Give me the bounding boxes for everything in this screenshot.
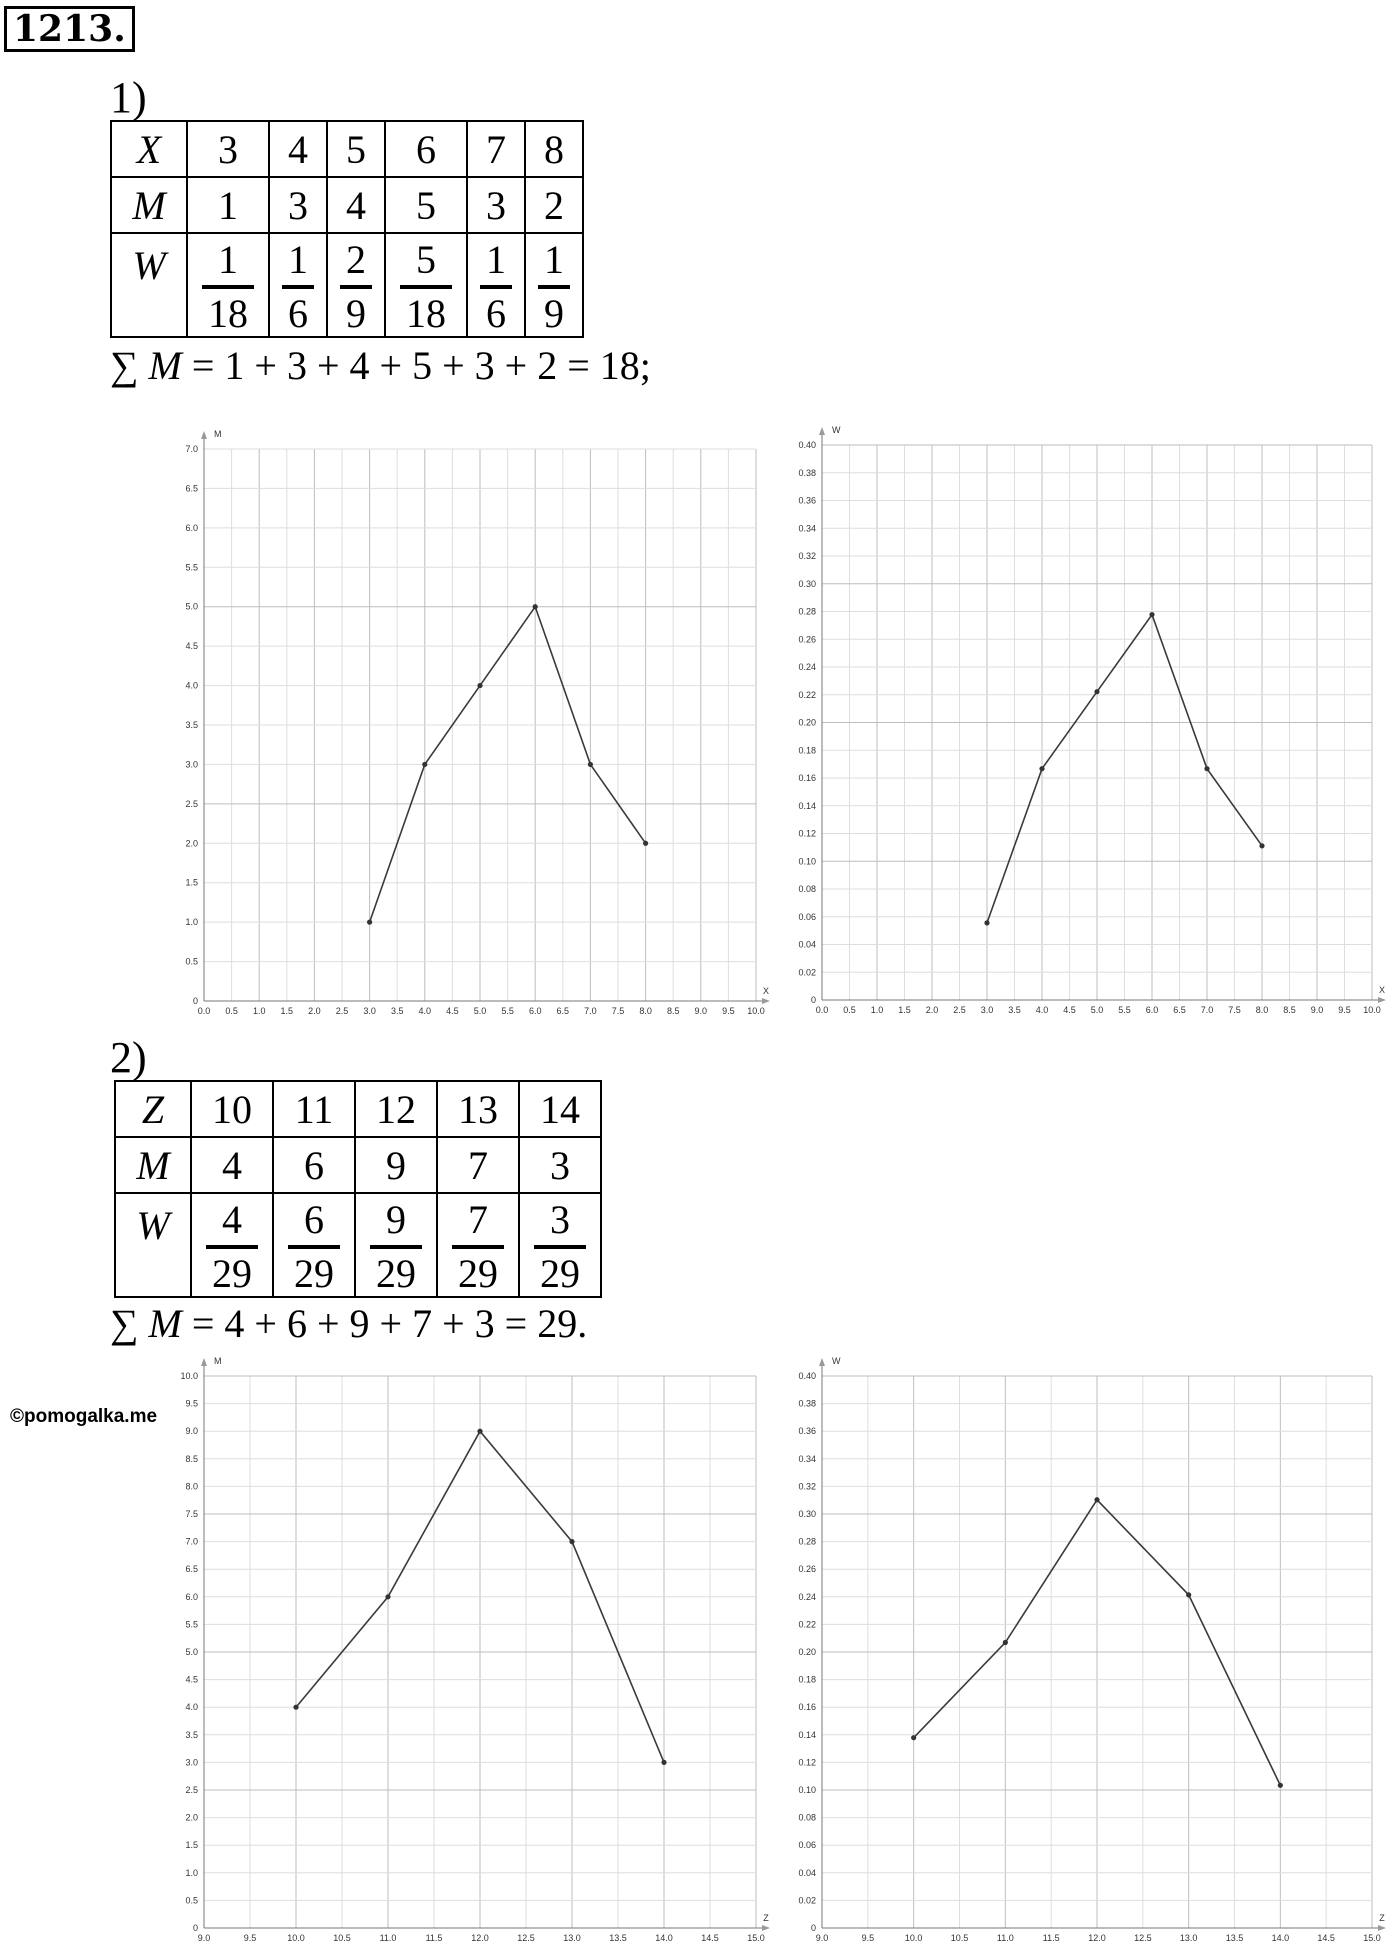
data-point: [1204, 766, 1209, 771]
y-tick-label: 0.10: [798, 856, 816, 867]
part1-frequency-table: [110, 120, 584, 338]
y-tick-label: 0.06: [798, 1840, 816, 1851]
table-row-z: [115, 1081, 601, 1137]
w-fraction: [525, 233, 583, 337]
x-tick-label: 10.0: [287, 1933, 305, 1943]
x-tick-label: 6.0: [1145, 1005, 1159, 1015]
m-value: 1: [187, 177, 269, 233]
data-point: [533, 604, 538, 609]
x-axis-label: X: [762, 986, 770, 996]
y-tick-label: 0.12: [798, 828, 816, 839]
x-tick-label: 11.5: [425, 1933, 443, 1943]
z-value: 13: [437, 1081, 519, 1137]
y-tick-label: 0: [810, 995, 816, 1005]
y-tick-label: 0.18: [798, 745, 816, 756]
data-point: [385, 1594, 390, 1599]
x-tick-label: 7.0: [584, 1006, 597, 1016]
z-value: 10: [191, 1081, 273, 1137]
y-tick-label: 8.5: [185, 1453, 198, 1464]
x-tick-label: 5.5: [501, 1006, 514, 1016]
x-tick-label: 9.5: [1338, 1005, 1351, 1015]
y-tick-label: 10.0: [180, 1371, 198, 1381]
y-tick-label: 7.0: [185, 444, 198, 454]
x-axis-arrow: [762, 1925, 770, 1931]
header-m: M: [111, 177, 187, 233]
x-tick-label: 2.0: [308, 1006, 321, 1016]
m-value: 3: [269, 177, 327, 233]
chart-part2-w: [785, 1350, 1400, 1948]
y-tick-label: 8.0: [185, 1481, 198, 1492]
w-denominator: 9: [346, 290, 366, 336]
w-fraction: [273, 1193, 355, 1297]
y-axis-label: M: [214, 1356, 222, 1366]
x-tick-label: 9.5: [243, 1933, 257, 1943]
w-numerator: 1: [486, 236, 506, 282]
w-numerator: 9: [386, 1196, 406, 1242]
y-tick-label: 0.32: [798, 1481, 816, 1492]
x-tick-label: 9.5: [722, 1006, 735, 1016]
y-tick-label: 9.5: [185, 1398, 198, 1409]
table-row-x: [111, 121, 583, 177]
w-denominator: 6: [486, 290, 506, 336]
m-value: 2: [525, 177, 583, 233]
x-tick-label: 6.5: [556, 1006, 570, 1016]
y-tick-label: 0.24: [798, 1591, 816, 1602]
table-row-m: [115, 1137, 601, 1193]
w-denominator: 6: [288, 290, 308, 336]
x-axis-arrow: [1378, 1925, 1386, 1931]
x-tick-label: 7.0: [1200, 1005, 1214, 1015]
x-tick-label: 10.5: [950, 1933, 969, 1943]
x-tick-label: 5.0: [473, 1006, 487, 1016]
x-tick-label: 9.5: [861, 1933, 875, 1943]
y-tick-label: 3.0: [185, 1757, 198, 1768]
y-tick-label: 1.0: [185, 917, 198, 928]
x-tick-label: 14.5: [1317, 1933, 1335, 1943]
y-tick-label: 0.04: [798, 1867, 816, 1878]
x-tick-label: 3.5: [1008, 1005, 1021, 1015]
y-tick-label: 0.08: [798, 1812, 816, 1823]
y-tick-label: 6.0: [185, 1591, 198, 1602]
y-tick-label: 0.12: [798, 1757, 816, 1768]
x-tick-label: 10.0: [904, 1933, 923, 1943]
x-tick-label: 0.5: [843, 1005, 856, 1015]
x-tick-label: 2.5: [335, 1006, 349, 1016]
y-tick-label: 0.02: [798, 967, 816, 978]
x-tick-label: 3.0: [363, 1006, 376, 1016]
x-tick-label: 1.0: [252, 1006, 266, 1016]
header-w: W: [111, 233, 187, 337]
x-value: 4: [269, 121, 327, 177]
data-point: [367, 920, 372, 925]
chart-part2-m: [170, 1350, 780, 1948]
w-denominator: 9: [544, 290, 564, 336]
y-tick-label: 0.5: [185, 956, 198, 967]
y-axis-arrow: [819, 427, 825, 435]
y-tick-label: 0.24: [798, 662, 816, 672]
m-value: 3: [519, 1137, 601, 1193]
y-tick-label: 0.20: [798, 717, 816, 728]
w-fraction: [269, 233, 327, 337]
x-tick-label: 5.5: [1118, 1005, 1131, 1015]
y-tick-label: 9.0: [185, 1426, 198, 1437]
part2-frequency-table: [114, 1080, 602, 1298]
y-tick-label: 0.16: [798, 1702, 816, 1713]
x-tick-label: 6.5: [1173, 1005, 1186, 1015]
x-tick-label: 1.5: [280, 1006, 294, 1016]
y-tick-label: 0.30: [798, 1509, 816, 1519]
y-tick-label: 3.5: [185, 1729, 198, 1740]
x-tick-label: 15.0: [1363, 1933, 1381, 1943]
y-tick-label: 6.0: [185, 522, 198, 533]
w-numerator: 1: [218, 236, 238, 282]
x-axis-label: X: [1378, 985, 1386, 995]
y-tick-label: 0.26: [798, 634, 816, 645]
header-w: W: [115, 1193, 191, 1297]
z-value: 14: [519, 1081, 601, 1137]
table-row-w: [111, 233, 583, 337]
data-point: [477, 683, 482, 688]
w-numerator: 7: [468, 1196, 488, 1242]
x-tick-label: 12.5: [1134, 1933, 1152, 1943]
w-denominator: 29: [294, 1250, 334, 1296]
w-fraction: [327, 233, 385, 337]
problem-number: 1213.: [4, 6, 135, 52]
x-tick-label: 7.5: [611, 1006, 625, 1016]
x-tick-label: 11.0: [996, 1933, 1014, 1943]
x-tick-label: 11.0: [379, 1933, 397, 1943]
y-tick-label: 0.02: [798, 1895, 816, 1906]
w-numerator: 2: [346, 236, 366, 282]
header-x: X: [111, 121, 187, 177]
x-value: 6: [385, 121, 467, 177]
y-tick-label: 0.22: [798, 689, 816, 700]
table-row-m: [111, 177, 583, 233]
data-point: [422, 762, 427, 767]
data-point: [1259, 843, 1264, 848]
header-z: Z: [115, 1081, 191, 1137]
y-tick-label: 3.5: [185, 720, 198, 730]
part1-sum: [110, 344, 651, 388]
part1-label: 1): [110, 73, 147, 122]
x-tick-label: 13.5: [609, 1933, 627, 1943]
y-tick-label: 0.36: [798, 495, 816, 506]
x-tick-label: 0.5: [225, 1006, 238, 1016]
y-tick-label: 5.0: [185, 1647, 198, 1657]
m-value: 5: [385, 177, 467, 233]
w-numerator: 1: [288, 236, 308, 282]
y-tick-label: 0.14: [798, 800, 816, 811]
x-tick-label: 13.5: [1225, 1933, 1244, 1943]
y-tick-label: 7.0: [185, 1536, 198, 1547]
y-tick-label: 0: [192, 996, 198, 1006]
w-denominator: 29: [212, 1250, 252, 1296]
y-tick-label: 1.5: [185, 1840, 198, 1851]
data-point: [643, 841, 648, 846]
w-denominator: 29: [376, 1250, 416, 1296]
chart-part1-m: [170, 425, 780, 1025]
x-value: 7: [467, 121, 525, 177]
y-tick-label: 1.0: [185, 1867, 198, 1878]
data-point: [477, 1429, 482, 1434]
y-tick-label: 5.0: [185, 601, 198, 612]
x-tick-label: 11.5: [1042, 1933, 1060, 1943]
x-tick-label: 7.5: [1228, 1005, 1241, 1015]
data-point: [661, 1760, 666, 1765]
x-tick-label: 12.0: [1088, 1933, 1106, 1943]
x-tick-label: 9.0: [694, 1006, 708, 1016]
sum-variable: M: [148, 1301, 182, 1346]
y-tick-label: 0.10: [798, 1785, 816, 1795]
x-tick-label: 8.5: [666, 1006, 680, 1016]
y-tick-label: 6.5: [185, 1564, 198, 1575]
y-tick-label: 0.20: [798, 1647, 816, 1657]
y-axis-label: M: [214, 429, 222, 439]
w-fraction: [385, 233, 467, 337]
y-tick-label: 0.38: [798, 467, 816, 478]
data-point: [1094, 1497, 1099, 1502]
part2-label: 2): [110, 1033, 147, 1082]
data-point: [293, 1705, 298, 1710]
y-axis-arrow: [201, 1358, 207, 1366]
x-tick-label: 4.0: [1035, 1005, 1049, 1015]
y-tick-label: 0.34: [798, 1453, 816, 1464]
x-axis-arrow: [1378, 997, 1386, 1003]
x-tick-label: 2.5: [953, 1005, 966, 1015]
y-tick-label: 2.5: [185, 798, 198, 809]
x-tick-label: 14.0: [1271, 1933, 1290, 1943]
watermark: ©pomogalka.me: [10, 1406, 158, 1427]
w-fraction: [437, 1193, 519, 1297]
y-tick-label: 2.0: [185, 838, 198, 849]
data-point: [984, 920, 989, 925]
header-m: M: [115, 1137, 191, 1193]
y-tick-label: 0.34: [798, 523, 816, 534]
y-tick-label: 0.08: [798, 884, 816, 894]
w-fraction: [519, 1193, 601, 1297]
x-axis-label: Z: [1379, 1913, 1385, 1923]
y-tick-label: 4.5: [185, 1674, 198, 1685]
y-tick-label: 0.06: [798, 911, 816, 922]
y-axis-arrow: [201, 431, 207, 439]
y-tick-label: 0.04: [798, 939, 816, 950]
w-fraction: [355, 1193, 437, 1297]
m-value: 7: [437, 1137, 519, 1193]
sum-expression: = 1 + 3 + 4 + 5 + 3 + 2 = 18;: [181, 343, 651, 388]
x-tick-label: 5.0: [1090, 1005, 1104, 1015]
data-point: [1039, 766, 1044, 771]
y-tick-label: 0.5: [185, 1895, 198, 1906]
x-tick-label: 0.0: [197, 1006, 211, 1016]
w-numerator: 4: [222, 1196, 242, 1242]
m-value: 9: [355, 1137, 437, 1193]
y-tick-label: 5.5: [185, 562, 198, 573]
y-tick-label: 4.0: [185, 680, 198, 691]
x-tick-label: 8.0: [1255, 1005, 1269, 1015]
chart-part1-w: [785, 425, 1400, 1025]
x-tick-label: 4.5: [1063, 1005, 1076, 1015]
x-tick-label: 4.0: [418, 1006, 432, 1016]
x-tick-label: 8.0: [639, 1006, 652, 1016]
y-tick-label: 0.32: [798, 551, 816, 561]
sum-expression: = 4 + 6 + 9 + 7 + 3 = 29.: [181, 1301, 588, 1346]
x-value: 8: [525, 121, 583, 177]
w-numerator: 6: [304, 1196, 324, 1242]
w-denominator: 29: [458, 1250, 498, 1296]
x-tick-label: 12.0: [471, 1933, 489, 1943]
x-value: 3: [187, 121, 269, 177]
x-tick-label: 9.0: [197, 1933, 211, 1943]
x-tick-label: 12.5: [517, 1933, 535, 1943]
y-tick-label: 0: [810, 1923, 816, 1933]
y-tick-label: 0.30: [798, 578, 816, 589]
x-tick-label: 8.5: [1283, 1005, 1296, 1015]
y-tick-label: 1.5: [185, 877, 198, 888]
data-point: [1186, 1592, 1191, 1597]
y-tick-label: 0.40: [798, 1371, 816, 1381]
data-point: [588, 762, 593, 767]
y-axis-arrow: [819, 1358, 825, 1366]
x-tick-label: 10.5: [333, 1933, 351, 1943]
sum-symbol: ∑: [110, 343, 139, 388]
y-tick-label: 0.40: [798, 440, 816, 450]
sum-symbol: ∑: [110, 1301, 139, 1346]
part2-sum: [110, 1302, 587, 1346]
x-tick-label: 10.0: [1363, 1005, 1381, 1015]
y-axis-label: W: [832, 425, 841, 435]
y-tick-label: 0.14: [798, 1729, 816, 1740]
y-tick-label: 0.26: [798, 1564, 816, 1575]
x-tick-label: 14.0: [655, 1933, 673, 1943]
w-numerator: 1: [544, 236, 564, 282]
x-value: 5: [327, 121, 385, 177]
z-value: 12: [355, 1081, 437, 1137]
y-tick-label: 0.38: [798, 1398, 816, 1409]
w-fraction: [191, 1193, 273, 1297]
m-value: 4: [191, 1137, 273, 1193]
y-tick-label: 0.22: [798, 1619, 816, 1630]
x-tick-label: 4.5: [446, 1006, 459, 1016]
w-numerator: 3: [550, 1196, 570, 1242]
y-tick-label: 2.5: [185, 1785, 198, 1795]
y-tick-label: 0.36: [798, 1426, 816, 1437]
x-axis-label: Z: [763, 1913, 769, 1923]
w-denominator: 18: [208, 290, 248, 336]
sum-variable: M: [148, 343, 182, 388]
data-point: [911, 1735, 916, 1740]
x-tick-label: 13.0: [563, 1933, 581, 1943]
x-tick-label: 0.0: [815, 1005, 829, 1015]
y-tick-label: 0.28: [798, 606, 816, 617]
table-row-w: [115, 1193, 601, 1297]
y-tick-label: 2.0: [185, 1812, 198, 1823]
x-tick-label: 3.0: [980, 1005, 994, 1015]
w-numerator: 5: [416, 236, 436, 282]
m-value: 6: [273, 1137, 355, 1193]
y-tick-label: 0.28: [798, 1536, 816, 1547]
x-tick-label: 9.0: [815, 1933, 829, 1943]
z-value: 11: [273, 1081, 355, 1137]
m-value: 3: [467, 177, 525, 233]
y-tick-label: 0: [192, 1923, 198, 1933]
y-axis-label: W: [832, 1356, 841, 1366]
data-point: [569, 1539, 574, 1544]
y-tick-label: 0.18: [798, 1674, 816, 1685]
y-tick-label: 6.5: [185, 483, 198, 494]
x-tick-label: 6.0: [528, 1006, 542, 1016]
x-axis-arrow: [762, 998, 770, 1004]
data-point: [1278, 1783, 1283, 1788]
x-tick-label: 1.0: [870, 1005, 884, 1015]
x-tick-label: 3.5: [390, 1006, 404, 1016]
w-fraction: [187, 233, 269, 337]
x-tick-label: 10.0: [747, 1006, 765, 1016]
m-value: 4: [327, 177, 385, 233]
y-tick-label: 4.5: [185, 641, 198, 652]
y-tick-label: 3.0: [185, 759, 198, 770]
data-point: [1094, 689, 1099, 694]
y-tick-label: 4.0: [185, 1702, 198, 1713]
x-tick-label: 2.0: [925, 1005, 939, 1015]
w-fraction: [467, 233, 525, 337]
y-tick-label: 5.5: [185, 1619, 198, 1630]
y-tick-label: 0.16: [798, 773, 816, 783]
x-tick-label: 13.0: [1179, 1933, 1198, 1943]
data-point: [1003, 1640, 1008, 1645]
w-denominator: 29: [540, 1250, 580, 1296]
w-denominator: 18: [406, 290, 446, 336]
x-tick-label: 9.0: [1310, 1005, 1324, 1015]
x-tick-label: 15.0: [747, 1933, 765, 1943]
data-point: [1149, 612, 1154, 617]
x-tick-label: 14.5: [701, 1933, 719, 1943]
y-tick-label: 7.5: [185, 1509, 198, 1519]
x-tick-label: 1.5: [898, 1005, 911, 1015]
